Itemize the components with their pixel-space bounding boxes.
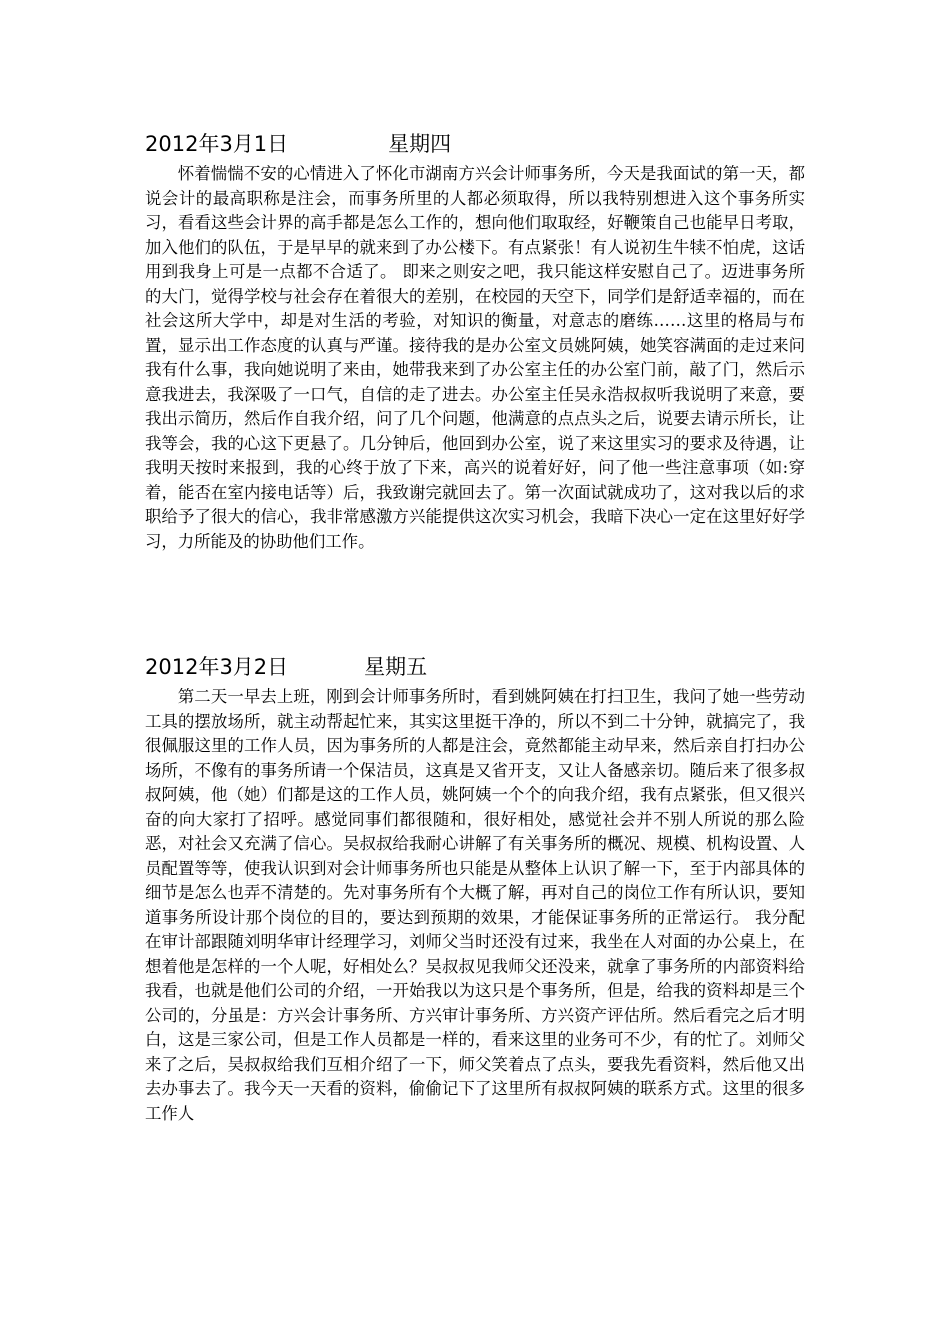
entry-body: 怀着惴惴不安的心情进入了怀化市湖南方兴会计师事务所，今天是我面试的第一天，都说会计的最高职称是注会，而事务所里的人都必须取得，所以我特别想进入这个事务所实习，看看这些会计界的高手都是怎么工作的，想向他们取取经，好鞭策自己也能早日考取，加入他们的队伍，于是早早的就来到了办公楼下。有点紧张！有人说初生牛犊不怕虎，这话用到我身上可是一点都不合适了。 即来之则安之吧，我只能这样安慰自己了。迈进事务所的大门，觉得学校与社会存在着很大的差别，在校园的天空下，同学们是舒适幸福的，而在社会这所大学中，却是对生活的考验，对知识的衡量，对意志的磨练……这里的格局与布置，显示出工作态度的认真与严谨。接待我的是办公室文员姚阿姨，她笑容满面的走过来问我有什么事，我向她说明了来由，她带我来到了办公室主任的办公室门前，敲了门，然后示意我进去，我深吸了一口气，自信的走了进去。办公室主任吴永浩叔叔听我说明了来意，要我出示简历，然后作自我介绍，问了几个问题，他满意的点点头之后，说要去请示所长，让我等会，我的心这下更悬了。几分钟后，他回到办公室，说了来这里实习的要求及待遇，让我明天按时来报到，我的心终于放了下来，高兴的说着好好，问了他一些注意事项（如:穿着，能否在室内接电话等）后，我致谢完就回去了。第一次面试就成功了，这对我以后的求职给予了很大的信心，我非常感激方兴能提供这次实习机会，我暗下决心一定在这里好好学习，力所能及的协助他们工作。 bbox=[145, 164, 805, 551]
diary-entry bbox=[145, 649, 805, 1126]
entry-heading bbox=[145, 649, 805, 685]
entry-heading bbox=[145, 126, 805, 162]
entry-date: 2012年3月2日 bbox=[145, 655, 289, 679]
entry-weekday: 星期五 bbox=[364, 655, 428, 679]
entry-date: 2012年3月1日 bbox=[145, 132, 289, 156]
entry-body: 第二天一早去上班，刚到会计师事务所时，看到姚阿姨在打扫卫生，我问了她一些劳动工具的摆放场所，就主动帮起忙来，其实这里挺干净的，所以不到二十分钟，就搞完了，我很佩服这里的工作人员，因为事务所的人都是注会，竟然都能主动早来，然后亲自打扫办公场所，不像有的事务所请一个保洁员，这真是又省开支，又让人备感亲切。随后来了很多叔叔阿姨，他（她）们都是这的工作人员，姚阿姨一个个的向我介绍，我有点紧张，但又很兴奋的向大家打了招呼。感觉同事们都很随和，很好相处，感觉社会并不别人所说的那么险恶，对社会又充满了信心。吴叔叔给我耐心讲解了有关事务所的概况、规模、机构设置、人员配置等等，使我认识到对会计师事务所也只能是从整体上认识了解一下，至于内部具体的细节是怎么也弄不清楚的。先对事务所有个大概了解，再对自己的岗位工作有所认识，要知道事务所设计那个岗位的目的，要达到预期的效果，才能保证事务所的正常运行。 我分配在审计部跟随刘明华审计经理学习，刘师父当时还没有过来，我坐在人对面的办公桌上，在想着他是怎样的一个人呢，好相处么？吴叔叔见我师父还没来，就拿了事务所的内部资料给我看，也就是他们公司的介绍，一开始我以为这只是个事务所，但是，给我的资料却是三个公司的，分虽是：方兴会计事务所、方兴审计事务所、方兴资产评估所。然后看完之后才明白，这是三家公司，但是工作人员都是一样的，看来这里的业务可不少，有的忙了。刘师父来了之后，吴叔叔给我们互相介绍了一下，师父笑着点了点头，要我先看资料，然后他又出去办事去了。我今天一天看的资料，偷偷记下了这里所有叔叔阿姨的联系方式。这里的很多工作人 bbox=[145, 687, 805, 1123]
entry-weekday: 星期四 bbox=[388, 132, 452, 156]
diary-entry bbox=[145, 126, 805, 554]
